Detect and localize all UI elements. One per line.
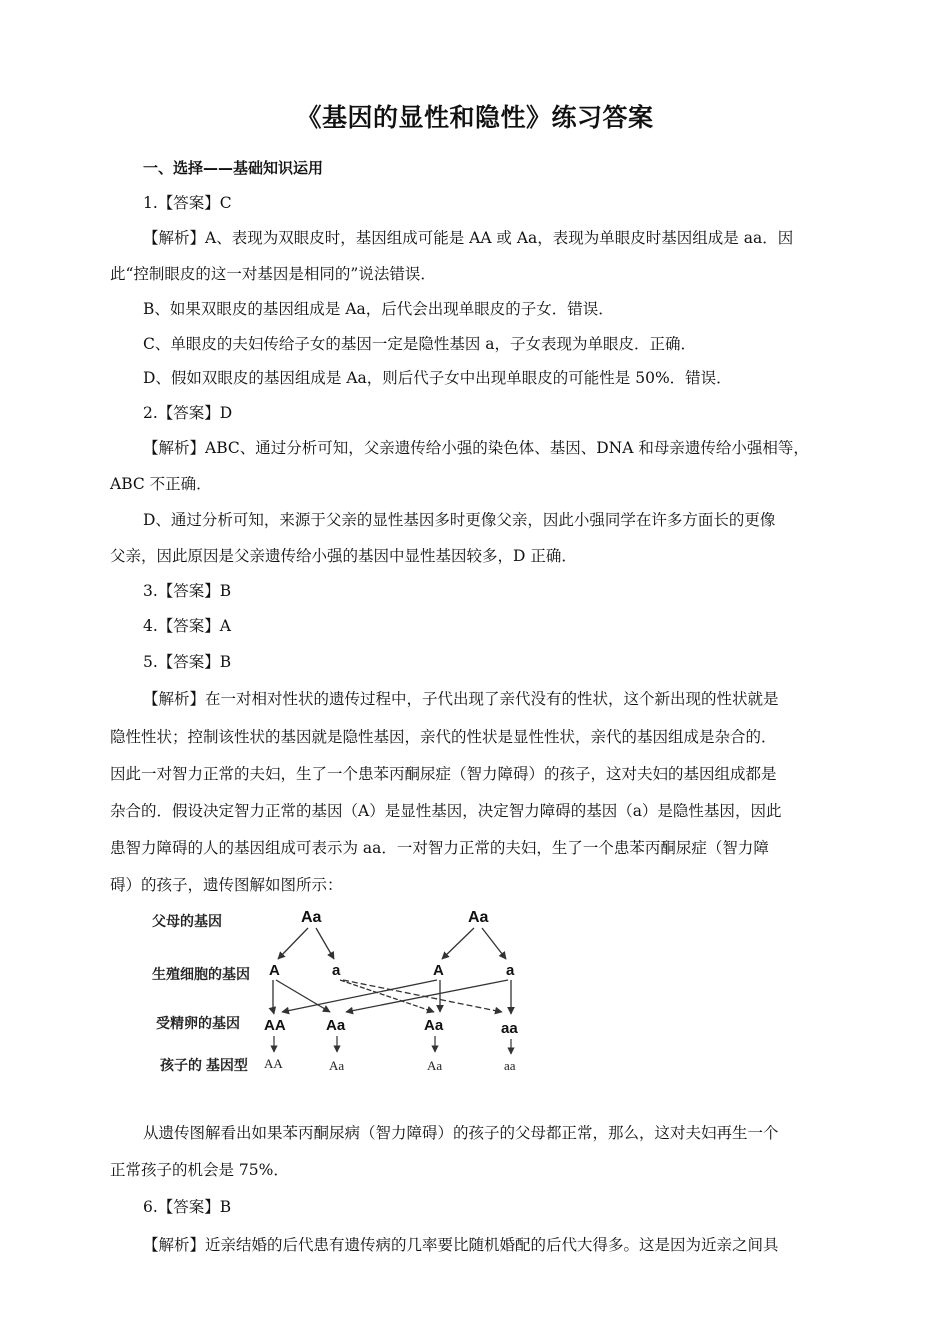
row-label-gametes: 生殖细胞的基因 [152,966,250,982]
q2-analysis-abc: 【解析】ABC、通过分析可知，父亲遗传给小强的染色体、基因、DNA 和母亲遗传给小强相等， [143,439,809,457]
q2-analysis-d-cont: 父亲，因此原因是父亲遗传给小强的基因中显性基因较多，D 正确． [110,547,577,565]
gamete-mother-A: A [433,962,444,979]
q5-conclusion-cont: 正常孩子的机会是 75%． [110,1161,289,1179]
genetic-cross-diagram [150,902,530,1082]
q4-answer: 4.【答案】A [143,617,231,635]
cross-line [273,980,274,1014]
q1-analysis-d: D、假如双眼皮的基因组成是 Aa，则后代子女中出现单眼皮的可能性是 50%．错误． [143,369,732,387]
q6-answer: 6.【答案】B [143,1198,232,1216]
q5-analysis-line: 因此一对智力正常的夫妇，生了一个患苯丙酮尿症（智力障碍）的孩子，这对夫妇的基因组成都是 [110,765,777,783]
q5-answer: 5.【答案】B [143,653,232,671]
zygote-genotype: Aa [424,1017,444,1034]
q6-analysis: 【解析】近亲结婚的后代患有遗传病的几率要比随机婚配的后代大得多。这是因为近亲之间具 [143,1236,779,1254]
zygote-genotype: aa [501,1020,518,1037]
q5-analysis-line: 碍）的孩子，遗传图解如图所示： [110,876,343,894]
gamete-father-A: A [269,962,280,979]
section-heading: 一、选择——基础知识运用 [143,159,324,177]
q2-analysis-abc-cont: ABC 不正确． [110,475,212,493]
zygote-genotype: AA [264,1017,286,1034]
parent-genotype-mother: Aa [468,909,489,926]
q2-answer: 2.【答案】D [143,404,233,422]
gamete-mother-a: a [506,962,515,979]
cross-line [346,980,508,1012]
row-label-zygotes: 受精卵的基因 [156,1015,240,1031]
q5-analysis-line: 【解析】在一对相对性状的遗传过程中，子代出现了亲代没有的性状，这个新出现的性状就是 [143,690,779,708]
zygote-genotype: Aa [326,1017,346,1034]
cross-line [282,980,437,1012]
arrow [442,928,474,959]
q5-analysis-line: 隐性性状；控制该性状的基因就是隐性基因，亲代的性状是显性性状，亲代的基因组成是杂合的． [110,728,777,746]
arrow [316,928,334,959]
row-label-parents: 父母的基因 [152,913,222,929]
genetic-cross-svg [150,902,530,1082]
q1-analysis-a: 【解析】A、表现为双眼皮时，基因组成可能是 AA 或 Aa，表现为单眼皮时基因组成是 aa．因 [143,229,794,247]
q1-analysis-c: C、单眼皮的夫妇传给子女的基因一定是隐性基因 a，子女表现为单眼皮．正确． [143,335,697,353]
child-genotype: aa [504,1058,516,1073]
q1-analysis-b: B、如果双眼皮的基因组成是 Aa，后代会出现单眼皮的子女．错误． [143,300,614,318]
child-genotype: Aa [329,1058,345,1073]
gamete-father-a: a [332,962,341,979]
page-title: 《基因的显性和隐性》练习答案 [296,103,654,132]
arrow [482,928,506,959]
q5-analysis-line: 患智力障碍的人的基因组成可表示为 aa．一对智力正常的夫妇，生了一个患苯丙酮尿症（智力障 [110,839,769,857]
q5-conclusion: 从遗传图解看出如果苯丙酮尿病（智力障碍）的孩子的父母都正常，那么，这对夫妇再生一个 [143,1124,779,1142]
q1-answer: 1.【答案】C [143,194,232,212]
q5-analysis-line: 杂合的．假设决定智力正常的基因（A）是显性基因，决定智力障碍的基因（a）是隐性基因，因此 [110,802,782,820]
arrow [278,928,308,959]
q3-answer: 3.【答案】B [143,582,232,600]
parent-genotype-father: Aa [301,909,322,926]
child-genotype: Aa [427,1058,443,1073]
child-genotype: AA [264,1056,283,1071]
q1-analysis-a-cont: 此“控制眼皮的这一对基因是相同的”说法错误． [110,265,436,283]
cross-line [340,980,434,1012]
q2-analysis-d: D、通过分析可知，来源于父亲的显性基因多时更像父亲，因此小强同学在许多方面长的更像 [143,511,776,529]
cross-line [343,980,502,1012]
row-label-children: 孩子的 基因型 [160,1057,248,1073]
